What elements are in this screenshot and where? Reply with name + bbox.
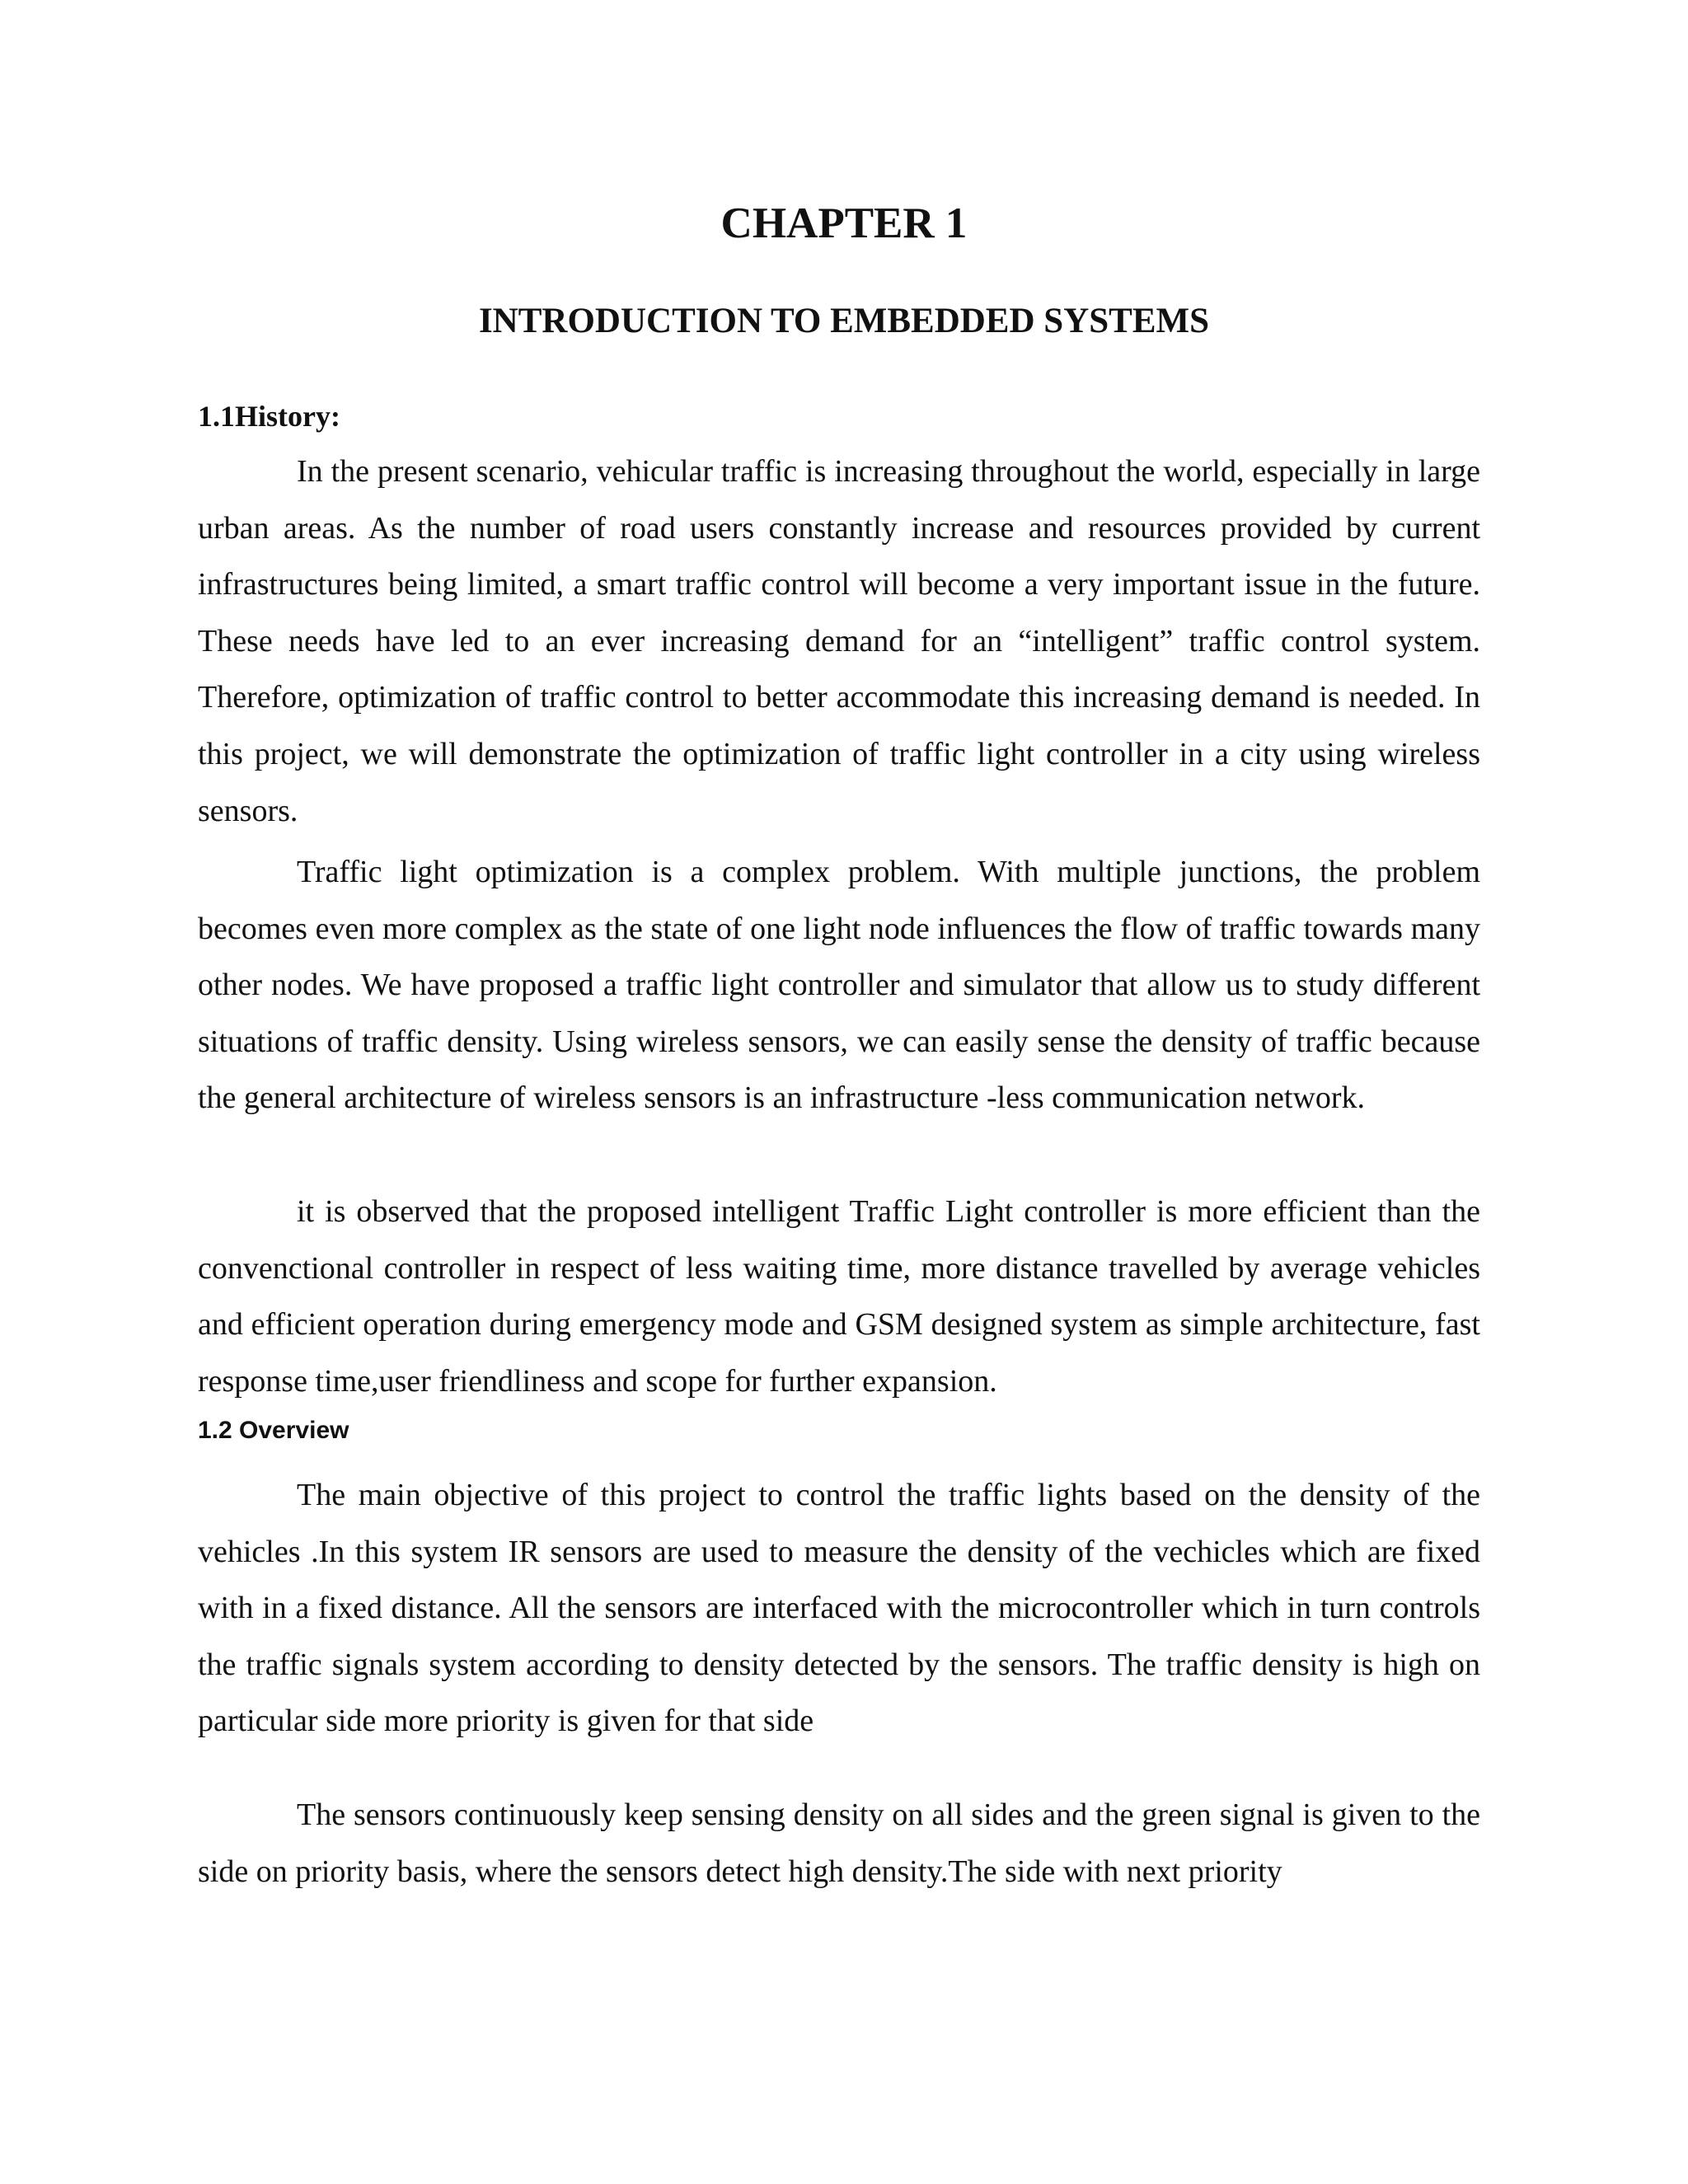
paragraph-overview-1: The main objective of this project to control the traffic lights based on the density of the vehicles .In this system IR sensors are used to measure the density of the vechicles which are fixed with in a fixed distance. All the sensors are interfaced with the microcontroller which in turn controls the traffic signals system according to density detected by the sensors. The traffic density is high on particular side more priority is given for that side xyxy=(198,1478,1480,1739)
paragraph-history-2: Traffic light optimization is a complex problem. With multiple junctions, the problem becomes even more complex as the state of one light node influences the flow of traffic towards many other nodes. We have proposed a traffic light controller and simulator that allow us to study different situations of traffic density. Using wireless sensors, we can easily sense the density of traffic because the general architecture of wireless sensors is an infrastructure -less communication network. xyxy=(198,855,1480,1116)
paragraph-overview-2: The sensors continuously keep sensing density on all sides and the green signal is given to the side on priority basis, where the sensors detect high density.The side with next priority xyxy=(198,1797,1480,1889)
paragraph-history-3: it is observed that the proposed intelligent Traffic Light controller is more efficient than the convenctional controller in respect of less waiting time, more distance travelled by average vehicles and efficient operation during emergency mode and GSM designed system as simple architecture, fast response time,user friendliness and scope for further expansion. xyxy=(198,1194,1480,1399)
paragraph-history-1: In the present scenario, vehicular traffic is increasing throughout the world, especially in large urban areas. As the number of road users constantly increase and resources provided by current infrastructures being limited, a smart traffic control will become a very important issue in the future. These needs have led to an ever increasing demand for an “intelligent” traffic control system. Therefore, optimization of traffic control to better accommodate this increasing demand is needed. In this project, we will demonstrate the optimization of traffic light controller in a city using wireless sensors. xyxy=(198,454,1480,828)
section-heading-overview: 1.2 Overview xyxy=(198,1417,349,1444)
chapter-title: CHAPTER 1 xyxy=(720,199,968,247)
chapter-subtitle: INTRODUCTION TO EMBEDDED SYSTEMS xyxy=(478,302,1210,340)
section-heading-history: 1.1History: xyxy=(198,400,340,433)
